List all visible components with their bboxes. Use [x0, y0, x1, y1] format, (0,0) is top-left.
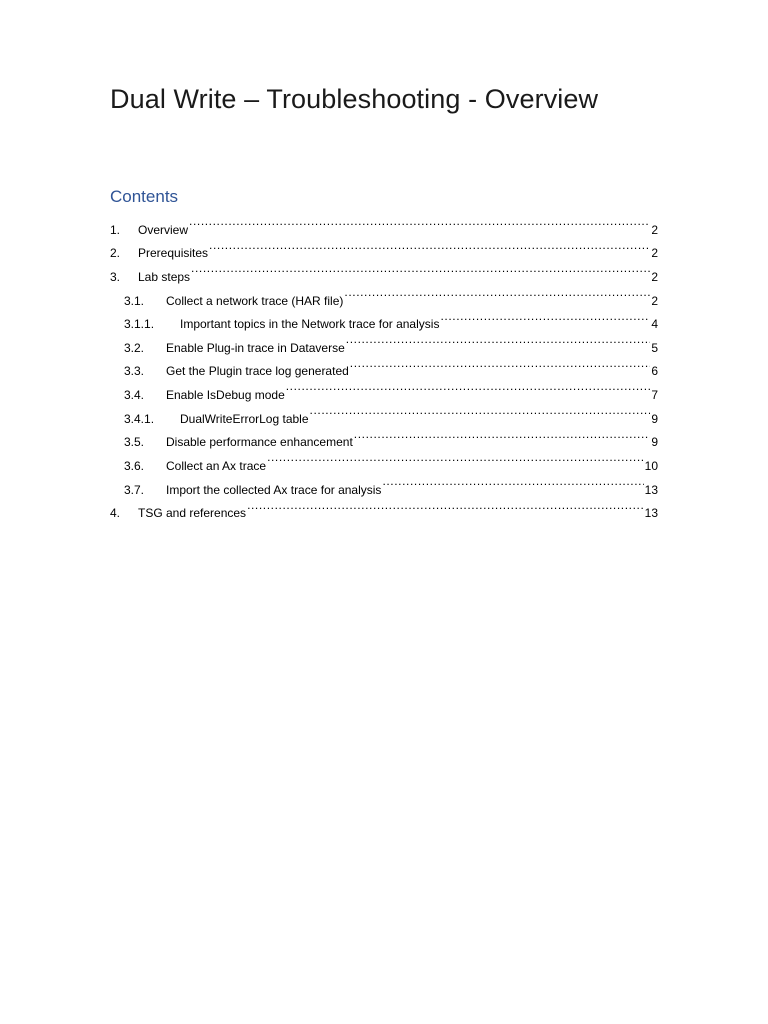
- toc-dot-leader: [189, 210, 650, 234]
- toc-entry-page-number: 9: [651, 435, 658, 450]
- toc-entry-page-number: 2: [651, 246, 658, 261]
- toc-dot-leader: [350, 352, 651, 376]
- toc-entry-page-number: 2: [651, 269, 658, 284]
- toc-entry[interactable]: [110, 281, 658, 308]
- toc-entry-number: 1.: [110, 222, 121, 237]
- toc-entry-title[interactable]: Lab steps: [138, 269, 191, 284]
- toc-entry-title[interactable]: Get the Plugin trace log generated: [166, 364, 349, 379]
- toc-entry-title[interactable]: Enable Plug-in trace in Dataverse: [166, 340, 345, 355]
- toc-entry-number: 4.: [110, 506, 121, 521]
- toc-dot-leader: [354, 423, 651, 447]
- toc-dot-leader: [382, 470, 643, 494]
- toc-entry-title[interactable]: Disable performance enhancement: [166, 435, 353, 450]
- toc-entry-number: 3.4.1.: [124, 411, 155, 426]
- toc-entry-number: 3.2.: [124, 340, 145, 355]
- toc-dot-leader: [310, 399, 651, 423]
- toc-dot-leader: [286, 375, 651, 399]
- toc-dot-leader: [191, 257, 650, 281]
- toc-dot-leader: [209, 234, 650, 258]
- toc-entry-title[interactable]: Collect a network trace (HAR file): [166, 293, 344, 308]
- toc-entry-page-number: 13: [644, 506, 658, 521]
- toc-heading: Contents: [110, 187, 179, 206]
- toc-dot-leader: [346, 328, 651, 352]
- toc-entry-number: 3.1.1.: [124, 317, 155, 332]
- toc-entry-number: 2.: [110, 246, 121, 261]
- toc-entry-number: 3.1.: [124, 293, 145, 308]
- toc-entry-title[interactable]: Collect an Ax trace: [166, 459, 267, 474]
- toc-entry-page-number: 9: [651, 411, 658, 426]
- toc-entry-page-number: 2: [651, 293, 658, 308]
- toc-dot-leader: [247, 494, 644, 518]
- toc-entry-number: 3.4.: [124, 388, 145, 403]
- toc-entry[interactable]: [110, 257, 658, 284]
- toc-entry-number: 3.6.: [124, 459, 145, 474]
- toc-entry-number: 3.3.: [124, 364, 145, 379]
- toc-entry-number: 3.5.: [124, 435, 145, 450]
- toc-entry-page-number: 6: [651, 364, 658, 379]
- toc-dot-leader: [267, 446, 644, 470]
- toc-entry-page-number: 10: [644, 459, 658, 474]
- toc-entry-page-number: 4: [651, 317, 658, 332]
- toc-entry-title[interactable]: TSG and references: [138, 506, 247, 521]
- toc-dot-leader: [440, 305, 650, 329]
- toc-entry-title[interactable]: Overview: [138, 222, 189, 237]
- toc-entry-page-number: 2: [651, 222, 658, 237]
- toc-entry-title[interactable]: Import the collected Ax trace for analysis: [166, 482, 382, 497]
- toc-entry-page-number: 5: [651, 340, 658, 355]
- document-title: Dual Write – Troubleshooting - Overview: [110, 84, 599, 114]
- toc-entry-page-number: 7: [651, 388, 658, 403]
- toc-entry-title[interactable]: Enable IsDebug mode: [166, 388, 285, 403]
- toc-entry[interactable]: [110, 210, 658, 237]
- toc-entry-title[interactable]: Important topics in the Network trace for analysis: [180, 317, 440, 332]
- toc-entry-number: 3.7.: [124, 482, 145, 497]
- toc-entry-page-number: 13: [644, 482, 658, 497]
- toc-entry[interactable]: [110, 234, 658, 261]
- toc-entry-title[interactable]: DualWriteErrorLog table: [180, 411, 309, 426]
- toc-entry-number: 3.: [110, 269, 121, 284]
- toc-entry-title[interactable]: Prerequisites: [138, 246, 209, 261]
- toc-dot-leader: [344, 281, 650, 305]
- table-of-contents: [110, 210, 658, 521]
